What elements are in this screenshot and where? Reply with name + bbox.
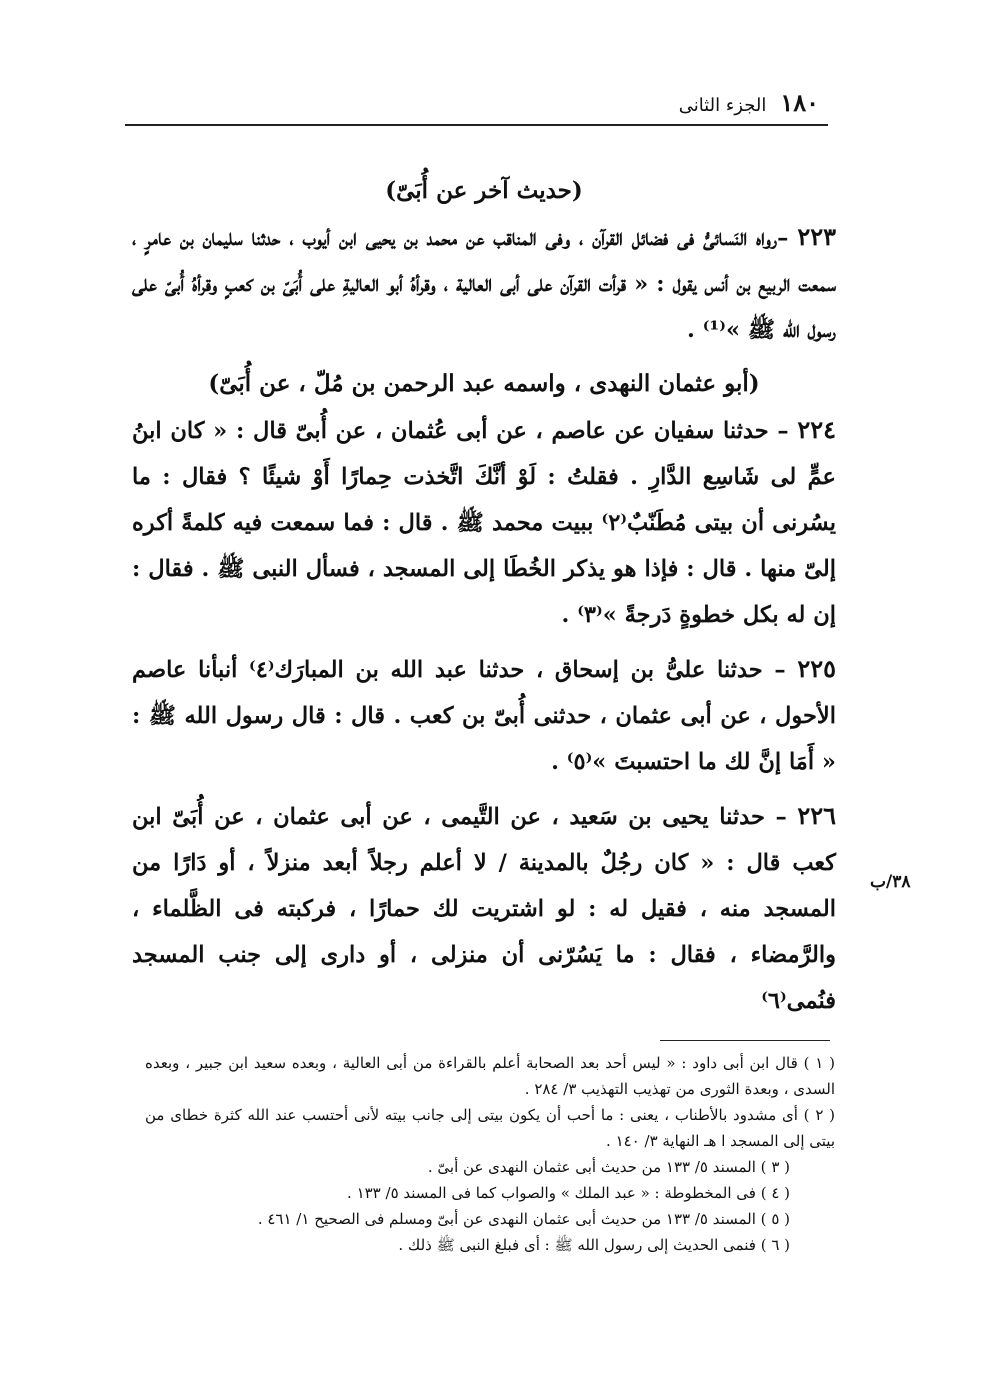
footnote: ( ٦ ) فنمى الحديث إلى رسول الله ﷺ : أى فبلغ النبى ﷺ ذلك . bbox=[398, 1236, 790, 1254]
footnotes bbox=[145, 1050, 835, 1258]
footnote-rule bbox=[660, 1040, 830, 1041]
footnote: ( ٤ ) فى المخطوطة : « عبد الملك » والصواب كما فى المسند ٥/ ١٣٣ . bbox=[347, 1184, 790, 1202]
hadith-paragraph bbox=[132, 793, 836, 1024]
hadith-text: – حدثنا علىُّ بن إسحاق ، حدثنا عبد الله بن المبارَك⁽٤⁾ أنبأنا عاصم الأحول ، عن أبى عثمان ، حدثنى أُبىّ بن كعب . قال : قال رسول الله ﷺ : « أَمَا إنَّ لك ما احتسبتَ »⁽٥⁾ . bbox=[132, 657, 836, 775]
page-number: ١٨٠ bbox=[780, 88, 819, 117]
footnote: ( ٢ ) أى مشدود بالأطناب ، يعنى : ما أحب أن يكون بيتى إلى جانب بيته لأنى أحتسب عند الله كثرة خطاى من بيتى إلى المسجد ا هـ النهاية ٣/ ١٤٠ . bbox=[145, 1106, 835, 1150]
hadith-text: – حدثنا يحيى بن سَعيد ، عن التَّيمى ، عن أبى عثمان ، عن أُبَىّ ابن كعب قال : « كان رجُلٌ بالمدينة / لا أعلم رجلاً أبعد منزلاً ، أو دَارًا من المسجد منه ، فقيل له : لو اشتريت لك حمارًا ، فركبته فى الظَّلماء ، والرَّمضاء ، فقال : ما يَسُرّنى أن منزلى ، أو دارى إلى جنب المسجد فنُمى⁽٦⁾ bbox=[132, 804, 836, 1014]
footnote: ( ٣ ) المسند ٥/ ١٣٣ من حديث أبى عثمان النهدى عن أبىّ . bbox=[427, 1158, 790, 1176]
running-header bbox=[159, 88, 819, 120]
footnote: ( ٥ ) المسند ٥/ ١٣٣ من حديث أبى عثمان النهدى عن أبىّ ومسلم فى الصحيح ١/ ٤٦١ . bbox=[257, 1210, 790, 1228]
hadith-text: – حدثنا سفيان عن عاصم ، عن أبى عُثمان ، عن أُبىّ قال : « كان ابنُ عمٍّ لى شَاسِع الدَّارِ . فقلتُ : لَوْ أنَّكَ اتَّخذت حِمارًا أَوْ شيئًا ؟ فقال : ما يسُرنى أن بيتى مُطَنّبٌ⁽٢⁾ ببيت محمد ﷺ . قال : فما سمعت فيه كلمةً أكره إلىّ منها . قال : فإذا هو يذكر الخُطَا إلى المسجد ، فسأل النبى ﷺ . فقال : إن له بكل خطوةٍ دَرجةً »⁽٣⁾ . bbox=[132, 418, 836, 628]
hadith-number: ٢٢٤ bbox=[797, 415, 836, 444]
hadith-paragraph bbox=[132, 214, 836, 353]
hadith-number: ٢٢٦ bbox=[797, 801, 836, 830]
header-rule bbox=[125, 124, 828, 126]
main-text bbox=[132, 168, 836, 1032]
hadith-number: ٢٢٥ bbox=[797, 654, 836, 683]
hadith-text: –رواه النَسائىُّ فى فضائل القرآن ، وفى المناقب عن محمد بن يحيى ابن أيوب ، حدثنا سليمان بن عامرٍ ، سمعت الربيع بن أنس يقول : « قرأت القرآن على أبى العالية ، وقرأهُ أبو العاليةِ على أُبَىّ بن كعبٍ وقرأهُ أُبىّ على رسول الله ﷺ »⁽¹⁾ . bbox=[132, 225, 836, 343]
section-heading: (أبو عثمان النهدى ، واسمه عبد الرحمن بن مُلّ ، عن أُبَىّ) bbox=[208, 370, 760, 397]
footnote: ( ١ ) قال ابن أبى داود : « ليس أحد بعد الصحابة أعلم بالقراءة من أبى العالية ، وبعده سعيد ابن جبير ، وبعده السدى ، وبعدة الثورى من تهذيب التهذيب ٣/ ٢٨٤ . bbox=[145, 1054, 835, 1098]
part-title: الجزء الثانى bbox=[678, 95, 767, 116]
hadith-paragraph bbox=[132, 407, 836, 638]
hadith-paragraph bbox=[132, 646, 836, 785]
folio-margin-note: ٣٨/ب bbox=[870, 872, 911, 892]
section-heading: (حديث آخر عن أُبَىّ) bbox=[385, 177, 583, 204]
hadith-number: ٢٢٣ bbox=[797, 222, 836, 251]
